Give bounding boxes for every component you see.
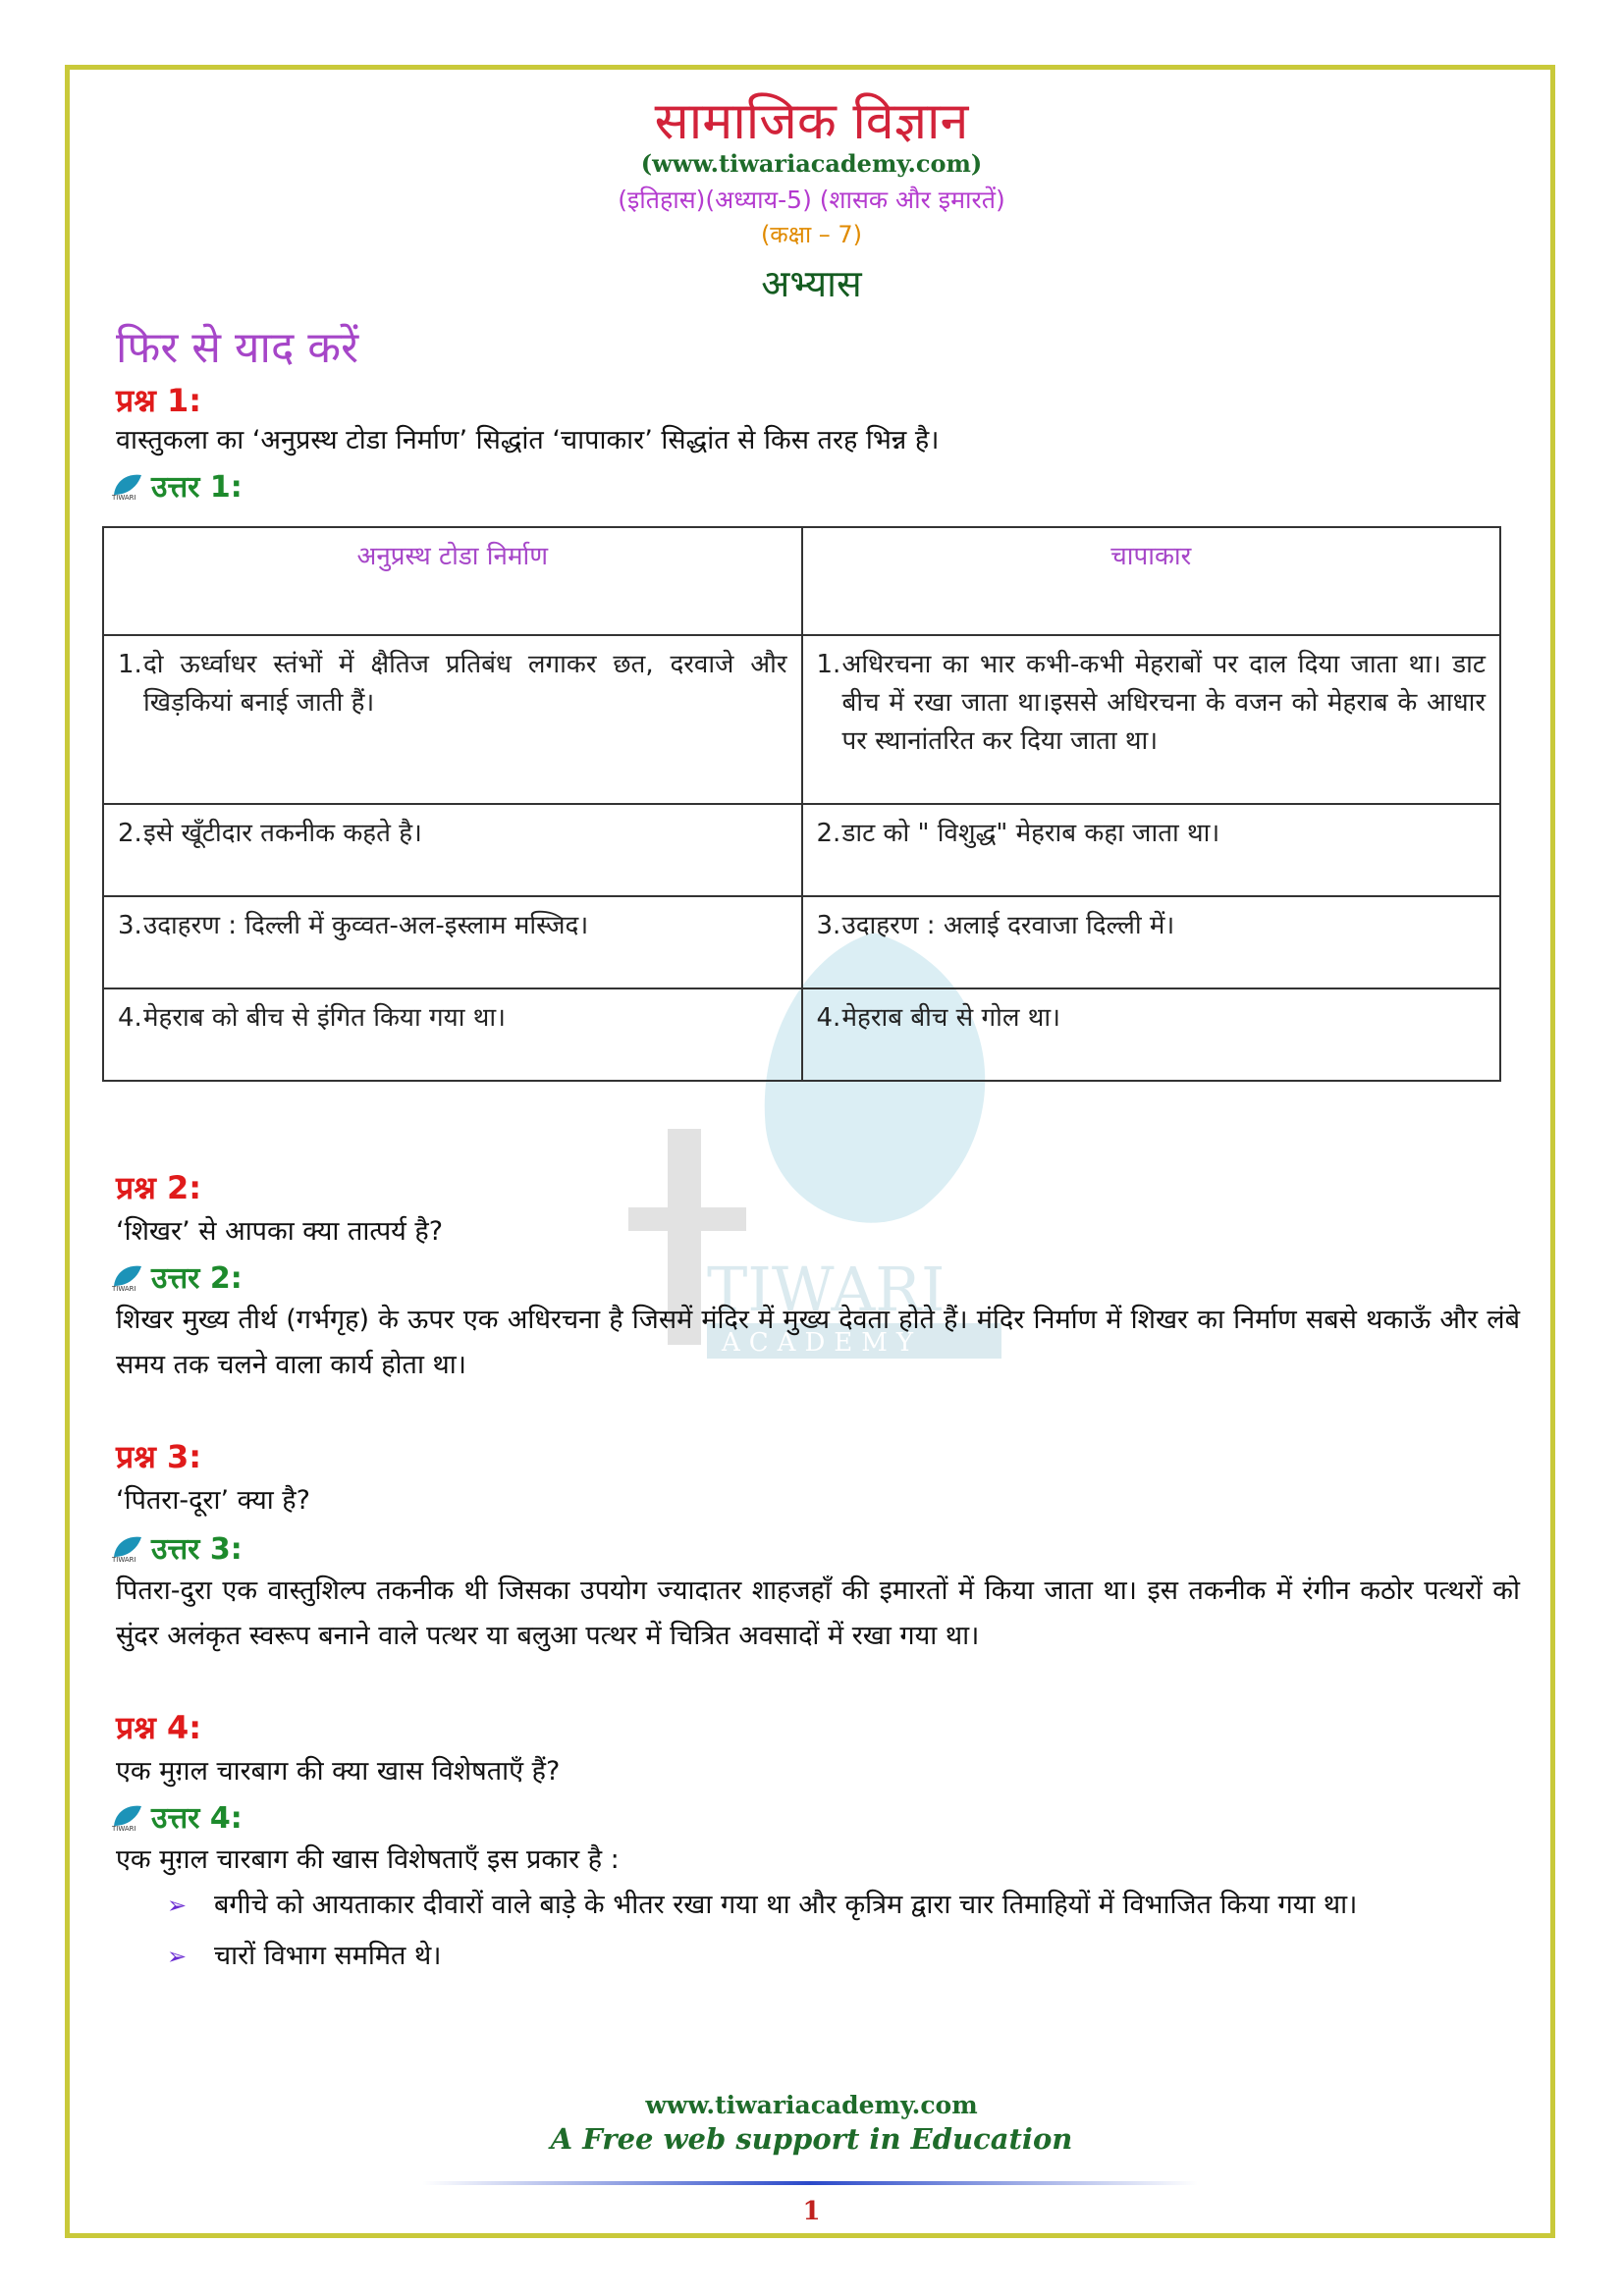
answer-3-text: पितरा-दुरा एक वास्तुशिल्प तकनीक थी जिसका उपयोग ज्यादातर शाहजहाँ की इमारतों में किया जाता था। इस तकनीक में रंगीन कठोर पत्थरों को सुंदर अलंकृत स्वरूप बनाने वाले पत्थर या बलुआ पत्थर में चित्रित अवसादों में रखा गया था। [116, 1575, 1520, 1651]
arrow-bullet-icon: ➢ [167, 1892, 188, 1919]
section-title: फिर से याद करें [116, 323, 359, 373]
chapter-title: (इतिहास)(अध्याय-5) (शासक और इमारतें) [618, 186, 1005, 214]
comparison-table [102, 526, 1501, 1082]
cell-text: इसे खूँटीदार तकनीक कहते है। [143, 819, 422, 848]
list-item [167, 1934, 1522, 1979]
answer-1-label: उत्तर 1: [151, 470, 243, 505]
cell-text: उदाहरण : दिल्ली में कुव्वत-अल-इस्लाम मस्जिद। [143, 911, 589, 940]
cell-text: अधिरचना का भार कभी-कभी मेहराबों पर दाल दिया जाता था। डाट बीच में रखा जाता था।इससे अधिरचना के वजन को मेहराब के आधार पर स्थानांतरित कर दिया जाता था। [841, 650, 1486, 756]
answer-4-label: उत्तर 4: [151, 1801, 243, 1836]
table-header-arcuate: चापाकार [802, 527, 1501, 635]
question-1-text: वास्तुकला का ‘अनुप्रस्थ टोडा निर्माण’ सिद्धांत ‘चापाकार’ सिद्धांत से किस तरह भिन्न है। [116, 425, 940, 455]
svg-text:TIWARI: TIWARI [112, 493, 136, 501]
question-2-label: प्रश्न 2: [116, 1169, 202, 1206]
answer-4-heading [110, 1796, 243, 1837]
table-cell [103, 804, 802, 896]
subject-title: सामाजिक विज्ञान [654, 92, 969, 151]
footer-divider [422, 2181, 1198, 2185]
table-cell [802, 804, 1501, 896]
table-cell [103, 635, 802, 804]
footer-tagline: A Free web support in Education [550, 2122, 1073, 2156]
row-number: 1. [118, 650, 142, 679]
header-website: (www.tiwariacademy.com) [640, 149, 983, 178]
tiwari-leaf-icon [110, 471, 143, 501]
tiwari-leaf-icon [110, 1262, 143, 1292]
row-number: 4. [118, 1003, 142, 1033]
question-4-text: एक मुग़ल चारबाग की क्या खास विशेषताएँ हैं? [116, 1756, 561, 1787]
practice-heading: अभ्यास [761, 262, 862, 305]
tiwari-leaf-icon [110, 1533, 143, 1563]
question-1-label: प्रश्न 1: [116, 382, 202, 419]
table-cell [103, 896, 802, 988]
svg-text:TIWARI: TIWARI [112, 1284, 136, 1292]
svg-text:TIWARI: TIWARI [112, 1555, 136, 1563]
list-item [167, 1883, 1522, 1928]
question-2-text: ‘शिखर’ से आपका क्या तात्पर्य है? [116, 1216, 444, 1247]
table-row [103, 896, 1500, 988]
bullet-text: चारों विभाग सममित थे। [214, 1941, 442, 1971]
bullet-text: बगीचे को आयताकार दीवारों वाले बाड़े के भीतर रखा गया था और कृत्रिम द्वारा चार तिमाहियों में विभाजित किया गया था। [214, 1890, 1358, 1920]
page-number: 1 [802, 2197, 821, 2226]
answer-4-intro: एक मुग़ल चारबाग की खास विशेषताएँ इस प्रकार है : [116, 1844, 620, 1875]
table-header-trabeate: अनुप्रस्थ टोडा निर्माण [103, 527, 802, 635]
row-number: 1. [816, 650, 841, 679]
tiwari-leaf-icon [110, 1802, 143, 1832]
table-cell [802, 896, 1501, 988]
row-number: 2. [816, 819, 841, 848]
footer-website-link[interactable]: www.tiwariacademy.com [645, 2091, 978, 2119]
table-header-row [103, 527, 1500, 635]
cell-text: उदाहरण : अलाई दरवाजा दिल्ली में। [841, 911, 1175, 940]
arrow-bullet-icon: ➢ [167, 1943, 188, 1970]
question-4-label: प्रश्न 4: [116, 1709, 202, 1746]
cell-text: मेहराब को बीच से इंगित किया गया था। [143, 1003, 506, 1033]
question-3-text: ‘पितरा-दूरा’ क्या है? [116, 1485, 310, 1516]
answer-2-heading [110, 1256, 243, 1297]
answer-1-heading [110, 465, 243, 506]
svg-text:TIWARI: TIWARI [707, 1254, 946, 1325]
row-number: 3. [118, 911, 142, 940]
svg-text:TIWARI: TIWARI [112, 1824, 136, 1832]
answer-2-text: शिखर मुख्य तीर्थ (गर्भगृह) के ऊपर एक अधिरचना है जिसमें मंदिर में मुख्य देवता होते हैं। मंदिर निर्माण में शिखर का निर्माण सबसे थकाऊँ और लंबे समय तक चलने वाला कार्य होता था। [116, 1305, 1520, 1380]
row-number: 3. [816, 911, 841, 940]
table-cell [802, 988, 1501, 1081]
cell-text: डाट को " विशुद्ध" मेहराब कहा जाता था। [841, 819, 1220, 848]
table-cell [103, 988, 802, 1081]
cell-text: दो ऊर्ध्वाधर स्तंभों में क्षैतिज प्रतिबंध लगाकर छत, दरवाजे और खिड़कियां बनाई जाती हैं। [143, 650, 787, 718]
table-row [103, 635, 1500, 804]
answer-4-bullets [167, 1883, 1522, 1985]
cell-text: मेहराब बीच से गोल था। [841, 1003, 1060, 1033]
answer-2-label: उत्तर 2: [151, 1261, 243, 1296]
class-label: (कक्षा – 7) [760, 221, 863, 248]
table-cell [802, 635, 1501, 804]
table-row [103, 988, 1500, 1081]
row-number: 4. [816, 1003, 841, 1033]
answer-3-label: उत्तर 3: [151, 1532, 243, 1567]
svg-text:ACADEMY: ACADEMY [722, 1328, 923, 1358]
answer-3-heading [110, 1527, 243, 1568]
row-number: 2. [118, 819, 142, 848]
table-row [103, 804, 1500, 896]
question-3-label: प्रश्न 3: [116, 1438, 202, 1475]
